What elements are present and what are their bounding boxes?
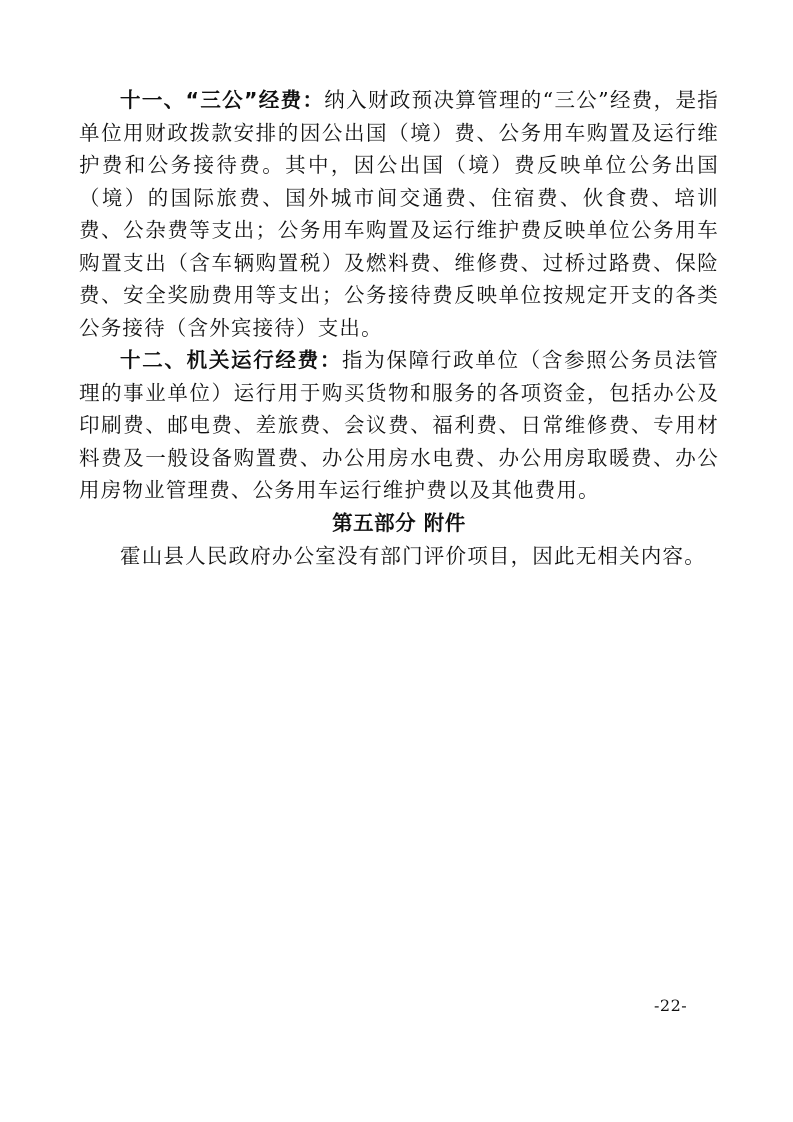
definition-three-public-expenses: [79, 84, 719, 344]
definition-text: 纳入财政预决算管理的“三公”经费，是指单位用财政拨款安排的因公出国（境）费、公务用车购置及运行维护费和公务接待费。其中，因公出国（境）费反映单位公务出国（境）的国际旅费、国外城市间交通费、住宿费、伙食费、培训费、公杂费等支出；公务用车购置及运行维护费反映单位公务用车购置支出（含车辆购置税）及燃料费、维修费、过桥过路费、保险费、安全奖励费用等支出；公务接待费反映单位按规定开支的各类公务接待（含外宾接待）支出。: [79, 88, 719, 340]
page-number: -22-: [654, 996, 688, 1015]
definition-text: 指为保障行政单位（含参照公务员法管理的事业单位）运行用于购买货物和服务的各项资金，包括办公及印刷费、邮电费、差旅费、会议费、福利费、日常维修费、专用材料费及一般设备购置费、办公用房水电费、办公用房取暖费、办公用房物业管理费、公务用车运行维护费以及其他费用。: [79, 348, 720, 502]
section-heading: 第五部分 附件: [332, 510, 466, 535]
document-body: [79, 84, 719, 572]
definition-term: 十一、“三公”经费：: [120, 88, 325, 112]
definition-operating-expenses: [79, 344, 719, 507]
section-body-text: 霍山县人民政府办公室没有部门评价项目，因此无相关内容。: [120, 543, 706, 568]
definition-term: 十二、机关运行经费：: [120, 348, 343, 372]
